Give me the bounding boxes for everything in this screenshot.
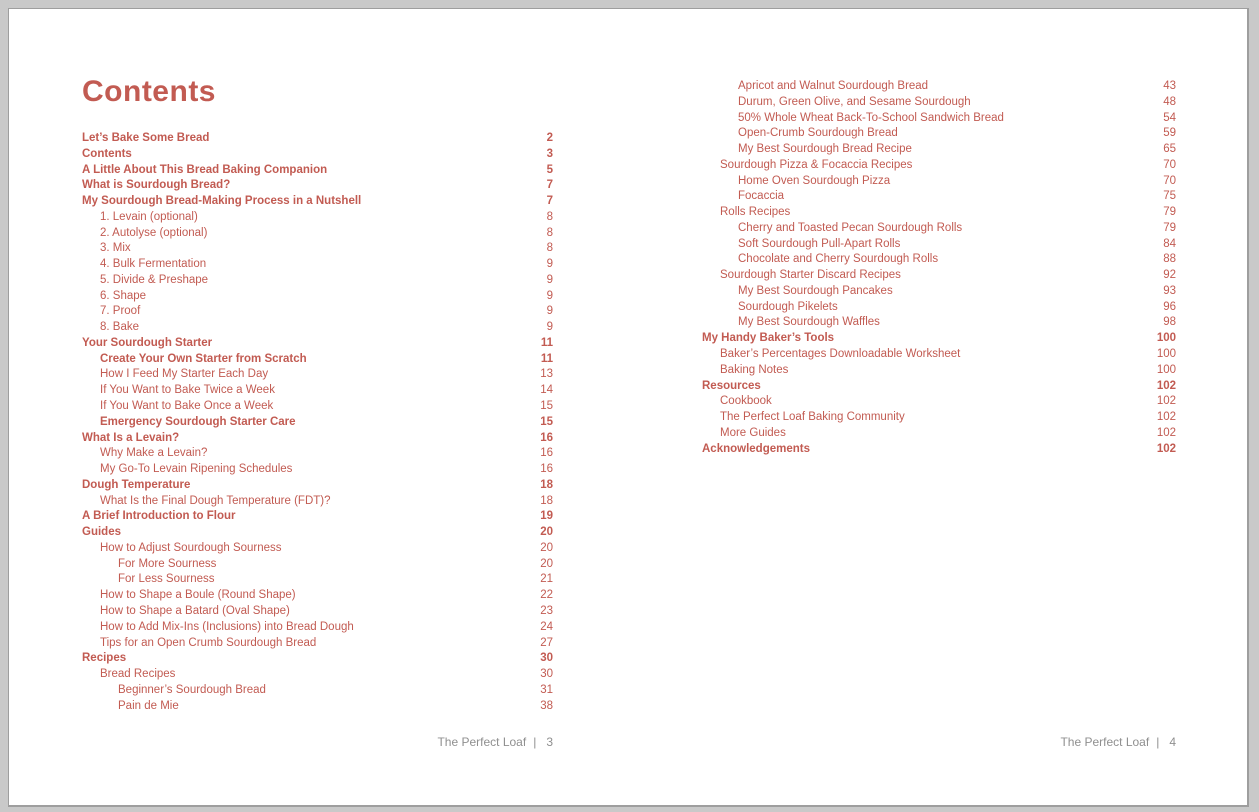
toc-entry-page: 21: [540, 573, 553, 586]
toc-list-left: [82, 131, 553, 714]
toc-entry[interactable]: [82, 557, 553, 573]
toc-entry-page: 15: [540, 400, 553, 413]
toc-entry[interactable]: [82, 478, 553, 494]
toc-entry-label[interactable]: Contents: [82, 147, 132, 160]
toc-entry-page: 96: [1163, 300, 1176, 313]
toc-entry-page: 30: [540, 652, 553, 665]
toc-entry-page: 16: [540, 447, 553, 460]
toc-entry-page: 9: [546, 289, 553, 302]
toc-entry-label[interactable]: Tips for an Open Crumb Sourdough Bread: [100, 636, 317, 649]
toc-entry-page: 18: [540, 478, 553, 491]
toc-entry-label[interactable]: What Is the Final Dough Temperature (FDT)?: [100, 494, 331, 507]
toc-entry-label[interactable]: How to Adjust Sourdough Sourness: [100, 541, 282, 554]
toc-entry-page: 5: [546, 163, 553, 176]
toc-entry-label[interactable]: If You Want to Bake Once a Week: [100, 400, 274, 413]
toc-entry-label[interactable]: 2. Autolyse (optional): [100, 226, 208, 239]
toc-entry[interactable]: [82, 651, 553, 667]
toc-entry-page: 3: [546, 147, 553, 160]
toc-entry[interactable]: [82, 336, 553, 352]
toc-entry-page: 100: [1156, 348, 1176, 361]
toc-entry-label[interactable]: How to Add Mix-Ins (Inclusions) into Bread Dough: [100, 620, 354, 633]
footer-brand: The Perfect Loaf: [437, 735, 527, 749]
toc-entry-page: 102: [1156, 379, 1176, 392]
toc-entry-page: 31: [540, 683, 553, 696]
toc-entry-page: 65: [1163, 143, 1176, 156]
toc-entry-label[interactable]: Bread Recipes: [100, 668, 176, 681]
toc-entry-page: 23: [540, 604, 553, 617]
toc-entry-label[interactable]: How to Shape a Batard (Oval Shape): [100, 604, 290, 617]
toc-entry-label[interactable]: My Best Sourdough Pancakes: [738, 284, 893, 297]
toc-entry-label[interactable]: My Best Sourdough Bread Recipe: [738, 143, 912, 156]
toc-entry-page: 18: [540, 494, 553, 507]
toc-entry-label[interactable]: Soft Sourdough Pull-Apart Rolls: [738, 237, 901, 250]
toc-entry-label[interactable]: 4. Bulk Fermentation: [100, 258, 207, 271]
footer-page-number: 4: [1169, 735, 1176, 749]
toc-entry-page: 2: [546, 132, 553, 144]
toc-entry-label[interactable]: My Best Sourdough Waffles: [738, 316, 880, 329]
toc-entry-label[interactable]: 5. Divide & Preshape: [100, 273, 209, 286]
toc-entry[interactable]: [702, 174, 1176, 190]
toc-entry-label[interactable]: My Handy Baker’s Tools: [702, 332, 835, 345]
toc-entry[interactable]: [702, 205, 1176, 221]
toc-entry-label[interactable]: Cookbook: [720, 395, 772, 408]
page-footer-left: [82, 735, 553, 749]
toc-entry-label[interactable]: Your Sourdough Starter: [82, 336, 213, 349]
toc-entry-page: 75: [1163, 190, 1176, 203]
toc-entry[interactable]: [82, 383, 553, 399]
toc-entry[interactable]: [82, 304, 553, 320]
toc-entry-label[interactable]: 7. Proof: [100, 305, 141, 318]
toc-entry-page: 8: [546, 210, 553, 223]
toc-entry-page: 30: [540, 668, 553, 681]
toc-entry-page: 102: [1156, 426, 1176, 439]
toc-entry[interactable]: [82, 588, 553, 604]
toc-list-right: [702, 79, 1176, 457]
toc-entry-page: 100: [1156, 363, 1176, 376]
toc-entry-label[interactable]: Apricot and Walnut Sourdough Bread: [738, 80, 929, 92]
toc-entry-label[interactable]: 8. Bake: [100, 321, 139, 334]
toc-entry[interactable]: [82, 194, 553, 210]
footer-separator: |: [1156, 735, 1160, 749]
toc-entry-label[interactable]: 6. Shape: [100, 289, 147, 302]
toc-entry-page: 7: [546, 179, 553, 192]
footer-separator: |: [533, 735, 537, 749]
toc-entry[interactable]: [82, 147, 553, 163]
toc-entry-page: 20: [540, 526, 553, 539]
toc-entry[interactable]: [82, 525, 553, 541]
document-spread: [8, 8, 1249, 807]
toc-entry[interactable]: [82, 241, 553, 257]
toc-entry-label[interactable]: 3. Mix: [100, 242, 131, 255]
toc-entry-label[interactable]: Durum, Green Olive, and Sesame Sourdough: [738, 95, 971, 108]
toc-entry-page: 9: [546, 258, 553, 271]
toc-entry-page: 102: [1156, 395, 1176, 408]
toc-entry[interactable]: [702, 252, 1176, 268]
toc-entry-label[interactable]: Rolls Recipes: [720, 206, 791, 219]
toc-entry-page: 102: [1156, 411, 1176, 424]
toc-entry[interactable]: [82, 699, 553, 715]
toc-entry-label[interactable]: Focaccia: [738, 190, 785, 203]
toc-entry-label[interactable]: Acknowledgements: [702, 442, 810, 455]
toc-entry-label[interactable]: Sourdough Pizza & Focaccia Recipes: [720, 158, 913, 171]
toc-entry[interactable]: [702, 189, 1176, 205]
toc-entry[interactable]: [82, 257, 553, 273]
toc-entry-label[interactable]: Create Your Own Starter from Scratch: [100, 352, 307, 365]
toc-entry[interactable]: [82, 163, 553, 179]
toc-entry[interactable]: [82, 446, 553, 462]
toc-entry-label[interactable]: Beginner’s Sourdough Bread: [118, 683, 266, 696]
toc-entry[interactable]: [82, 210, 553, 226]
footer-page-number: 3: [546, 735, 553, 749]
toc-entry[interactable]: [702, 379, 1176, 395]
toc-entry[interactable]: [82, 494, 553, 510]
toc-entry-label[interactable]: How to Shape a Boule (Round Shape): [100, 589, 296, 602]
toc-entry-label[interactable]: More Guides: [720, 426, 786, 439]
toc-entry[interactable]: [702, 284, 1176, 300]
toc-entry[interactable]: [82, 541, 553, 557]
toc-entry-page: 16: [540, 463, 553, 476]
toc-entry-label[interactable]: Sourdough Pikelets: [738, 300, 838, 313]
toc-entry-page: 100: [1156, 332, 1176, 345]
toc-entry[interactable]: [82, 683, 553, 699]
toc-entry[interactable]: [702, 410, 1176, 426]
toc-entry-page: 70: [1163, 158, 1176, 171]
toc-entry-page: 84: [1163, 237, 1176, 250]
toc-entry[interactable]: [702, 300, 1176, 316]
toc-entry-page: 20: [540, 557, 553, 570]
toc-entry[interactable]: [82, 604, 553, 620]
toc-entry-page: 9: [546, 321, 553, 334]
toc-entry[interactable]: [82, 367, 553, 383]
toc-entry-label[interactable]: Chocolate and Cherry Sourdough Rolls: [738, 253, 939, 266]
toc-entry[interactable]: [702, 331, 1176, 347]
toc-entry-page: 88: [1163, 253, 1176, 266]
toc-entry[interactable]: [702, 442, 1176, 458]
toc-entry-page: 92: [1163, 269, 1176, 282]
toc-entry-label[interactable]: Baking Notes: [720, 363, 789, 376]
toc-entry-page: 27: [540, 636, 553, 649]
toc-entry[interactable]: [82, 431, 553, 447]
toc-entry-page: 8: [546, 226, 553, 239]
toc-entry[interactable]: [82, 178, 553, 194]
toc-entry-label[interactable]: Home Oven Sourdough Pizza: [738, 174, 891, 187]
toc-entry-label[interactable]: A Little About This Bread Baking Companion: [82, 163, 328, 176]
toc-entry-label[interactable]: What is Sourdough Bread?: [82, 179, 231, 192]
toc-entry-label[interactable]: Pain de Mie: [118, 699, 179, 712]
toc-entry-page: 59: [1163, 127, 1176, 140]
toc-entry-label[interactable]: Recipes: [82, 652, 127, 665]
toc-entry[interactable]: [702, 363, 1176, 379]
toc-entry-label[interactable]: How I Feed My Starter Each Day: [100, 368, 269, 381]
toc-entry-page: 19: [540, 510, 553, 523]
toc-entry-page: 98: [1163, 316, 1176, 329]
toc-entry-label[interactable]: Let’s Bake Some Bread: [82, 132, 210, 144]
toc-entry-page: 14: [540, 384, 553, 397]
toc-entry[interactable]: [82, 226, 553, 242]
toc-entry-label[interactable]: What Is a Levain?: [82, 431, 180, 444]
toc-entry[interactable]: [82, 620, 553, 636]
toc-entry[interactable]: [82, 352, 553, 368]
page-right: [627, 9, 1245, 805]
toc-entry[interactable]: [702, 315, 1176, 331]
toc-entry[interactable]: [82, 289, 553, 305]
toc-entry[interactable]: [82, 509, 553, 525]
toc-entry[interactable]: [702, 79, 1176, 95]
toc-entry-label[interactable]: Emergency Sourdough Starter Care: [100, 415, 296, 428]
toc-entry-label[interactable]: My Sourdough Bread-Making Process in a Nutshell: [82, 195, 362, 208]
toc-entry-label[interactable]: My Go-To Levain Ripening Schedules: [100, 463, 293, 476]
toc-entry-page: 8: [546, 242, 553, 255]
toc-entry-label[interactable]: 50% Whole Wheat Back-To-School Sandwich Bread: [738, 111, 1004, 124]
toc-entry[interactable]: [82, 320, 553, 336]
toc-entry[interactable]: [702, 347, 1176, 363]
toc-entry-label[interactable]: Resources: [702, 379, 761, 392]
toc-entry[interactable]: [702, 394, 1176, 410]
toc-entry[interactable]: [702, 268, 1176, 284]
toc-entry-page: 7: [546, 195, 553, 208]
toc-entry-page: 79: [1163, 221, 1176, 234]
footer-brand: The Perfect Loaf: [1060, 735, 1150, 749]
toc-entry-page: 70: [1163, 174, 1176, 187]
toc-entry-page: 79: [1163, 206, 1176, 219]
page-footer-right: [702, 735, 1176, 749]
toc-entry[interactable]: [82, 273, 553, 289]
toc-entry-page: 9: [546, 305, 553, 318]
toc-entry[interactable]: [702, 221, 1176, 237]
toc-entry-label[interactable]: Cherry and Toasted Pecan Sourdough Rolls: [738, 221, 963, 234]
toc-entry-page: 20: [540, 541, 553, 554]
toc-entry[interactable]: [702, 95, 1176, 111]
toc-entry-page: 16: [540, 431, 553, 444]
toc-entry[interactable]: [82, 636, 553, 652]
toc-entry-page: 9: [546, 273, 553, 286]
toc-entry-page: 102: [1156, 442, 1176, 455]
toc-entry[interactable]: [82, 131, 553, 147]
toc-entry-label[interactable]: If You Want to Bake Twice a Week: [100, 384, 275, 397]
toc-entry-label[interactable]: Open-Crumb Sourdough Bread: [738, 127, 898, 140]
toc-entry[interactable]: [702, 126, 1176, 142]
toc-entry-page: 15: [540, 415, 553, 428]
toc-entry-label[interactable]: The Perfect Loaf Baking Community: [720, 411, 905, 424]
toc-entry[interactable]: [702, 158, 1176, 174]
toc-entry-page: 54: [1163, 111, 1176, 124]
toc-entry[interactable]: [82, 462, 553, 478]
toc-entry-label[interactable]: For Less Sourness: [118, 573, 215, 586]
toc-entry-page: 38: [540, 699, 553, 712]
toc-entry[interactable]: [82, 399, 553, 415]
toc-entry[interactable]: [702, 237, 1176, 253]
toc-entry-page: 22: [540, 589, 553, 602]
toc-entry[interactable]: [82, 415, 553, 431]
toc-entry-label[interactable]: A Brief Introduction to Flour: [82, 510, 236, 523]
toc-entry-page: 43: [1163, 80, 1176, 92]
toc-entry-page: 11: [540, 336, 553, 349]
toc-entry-label[interactable]: Why Make a Levain?: [100, 447, 208, 460]
page-left: [9, 9, 627, 805]
toc-entry-page: 93: [1163, 284, 1176, 297]
toc-entry-label[interactable]: Guides: [82, 526, 121, 539]
toc-entry-label[interactable]: Dough Temperature: [82, 478, 191, 491]
toc-entry[interactable]: [702, 426, 1176, 442]
toc-entry-page: 48: [1163, 95, 1176, 108]
toc-entry-label[interactable]: Sourdough Starter Discard Recipes: [720, 269, 901, 282]
toc-entry-label[interactable]: For More Sourness: [118, 557, 217, 570]
toc-entry-page: 24: [540, 620, 553, 633]
toc-entry[interactable]: [702, 111, 1176, 127]
toc-entry[interactable]: [82, 667, 553, 683]
toc-entry-page: 11: [540, 352, 553, 365]
page-title: Contents: [82, 75, 216, 108]
toc-entry-label[interactable]: 1. Levain (optional): [100, 210, 198, 223]
toc-entry[interactable]: [82, 572, 553, 588]
toc-entry[interactable]: [702, 142, 1176, 158]
toc-entry-page: 13: [540, 368, 553, 381]
toc-entry-label[interactable]: Baker’s Percentages Downloadable Worksheet: [720, 348, 961, 361]
